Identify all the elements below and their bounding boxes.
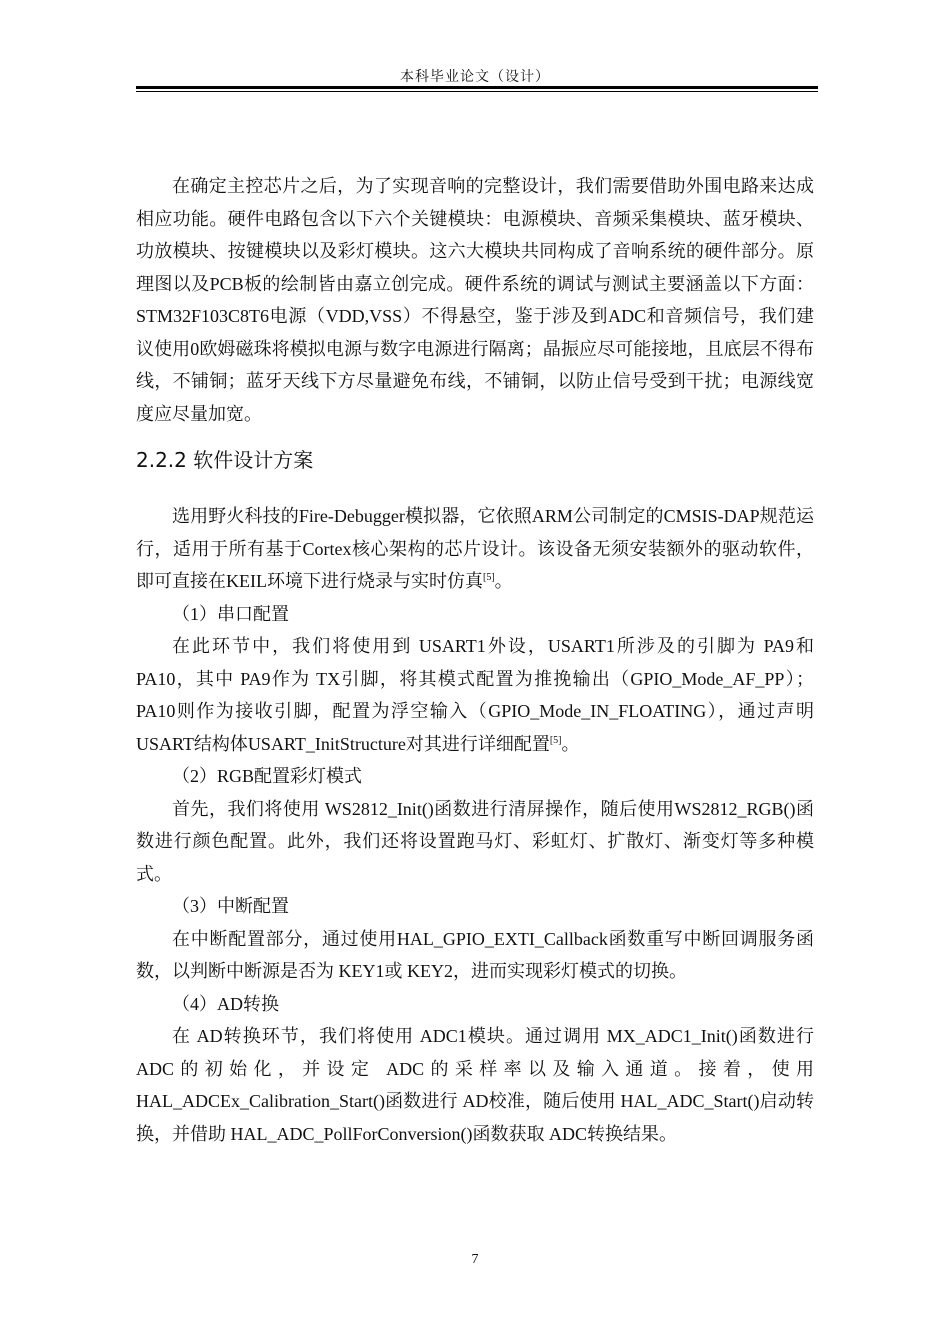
serial-config-end: 。	[561, 733, 580, 754]
document-body	[136, 170, 814, 1150]
page-number: 7	[471, 1252, 479, 1267]
software-intro-text: 选用野火科技的Fire-Debugger模拟器，它依照ARM公司制定的CMSIS-DAP规范运行，适用于所有基于Cortex核心架构的芯片设计。该设备无须安装额外的驱动软件，即可直接在KEIL环境下进行烧录与实时仿真	[136, 506, 814, 591]
serial-config-paragraph	[136, 630, 814, 760]
interrupt-config-paragraph: 在中断配置部分，通过使用HAL_GPIO_EXTI_Callback函数重写中断回调服务函数，以判断中断源是否为 KEY1或 KEY2，进而实现彩灯模式的切换。	[136, 928, 814, 981]
section-heading: 2.2.2 软件设计方案	[136, 448, 314, 472]
software-intro-paragraph	[136, 500, 814, 598]
interrupt-config-title: （3）中断配置	[172, 896, 289, 916]
citation-ref: [5]	[482, 572, 495, 583]
rgb-config-title: （2）RGB配置彩灯模式	[172, 766, 363, 786]
serial-config-title: （1）串口配置	[172, 603, 289, 624]
rgb-config-paragraph: 首先，我们将使用 WS2812_Init()函数进行清屏操作，随后使用WS2812_RGB()函数进行颜色配置。此外，我们还将设置跑马灯、彩虹灯、扩散灯、渐变灯等多种模式。	[136, 798, 814, 884]
citation-ref: [5]	[549, 734, 562, 746]
page-header-title: 本科毕业论文（设计）	[400, 70, 550, 85]
serial-config-text: 在此环节中，我们将使用到 USART1外设，USART1所涉及的引脚为 PA9和 PA10，其中 PA9作为 TX引脚，将其模式配置为推挽输出（GPIO_Mode_AF_PP）；PA10则作为接收引脚，配置为浮空输入（GPIO_Mode_IN_FLOATING），通过声明 USART结构体USART_InitStructure对其进行详细配置	[136, 636, 814, 754]
header-rule	[136, 86, 818, 89]
header-rule-thin	[136, 91, 818, 92]
ad-conversion-paragraph: 在 AD转换环节，我们将使用 ADC1模块。通过调用 MX_ADC1_Init()函数进行 ADC的初始化，并设定 ADC的采样率以及输入通道。接着，使用HAL_ADCEx_Calibration_Start()函数进行 AD校准，随后使用 HAL_ADC_Start()启动转换，并借助 HAL_ADC_PollForConversion()函数获取 ADC转换结果。	[136, 1026, 814, 1144]
ad-conversion-title: （4）AD转换	[172, 993, 279, 1014]
software-intro-end: 。	[494, 571, 513, 591]
intro-paragraph: 在确定主控芯片之后，为了实现音响的完整设计，我们需要借助外围电路来达成相应功能。硬件电路包含以下六个关键模块：电源模块、音频采集模块、蓝牙模块、功放模块、按键模块以及彩灯模块。这六大模块共同构成了音响系统的硬件部分。原理图以及PCB板的绘制皆由嘉立创完成。硬件系统的调试与测试主要涵盖以下方面：STM32F103C8T6电源（VDD,VSS）不得悬空，鉴于涉及到ADC和音频信号，我们建议使用0欧姆磁珠将模拟电源与数字电源进行隔离；晶振应尽可能接地，且底层不得布线，不铺铜；蓝牙天线下方尽量避免布线，不铺铜，以防止信号受到干扰；电源线宽度应尽量加宽。	[136, 176, 814, 424]
